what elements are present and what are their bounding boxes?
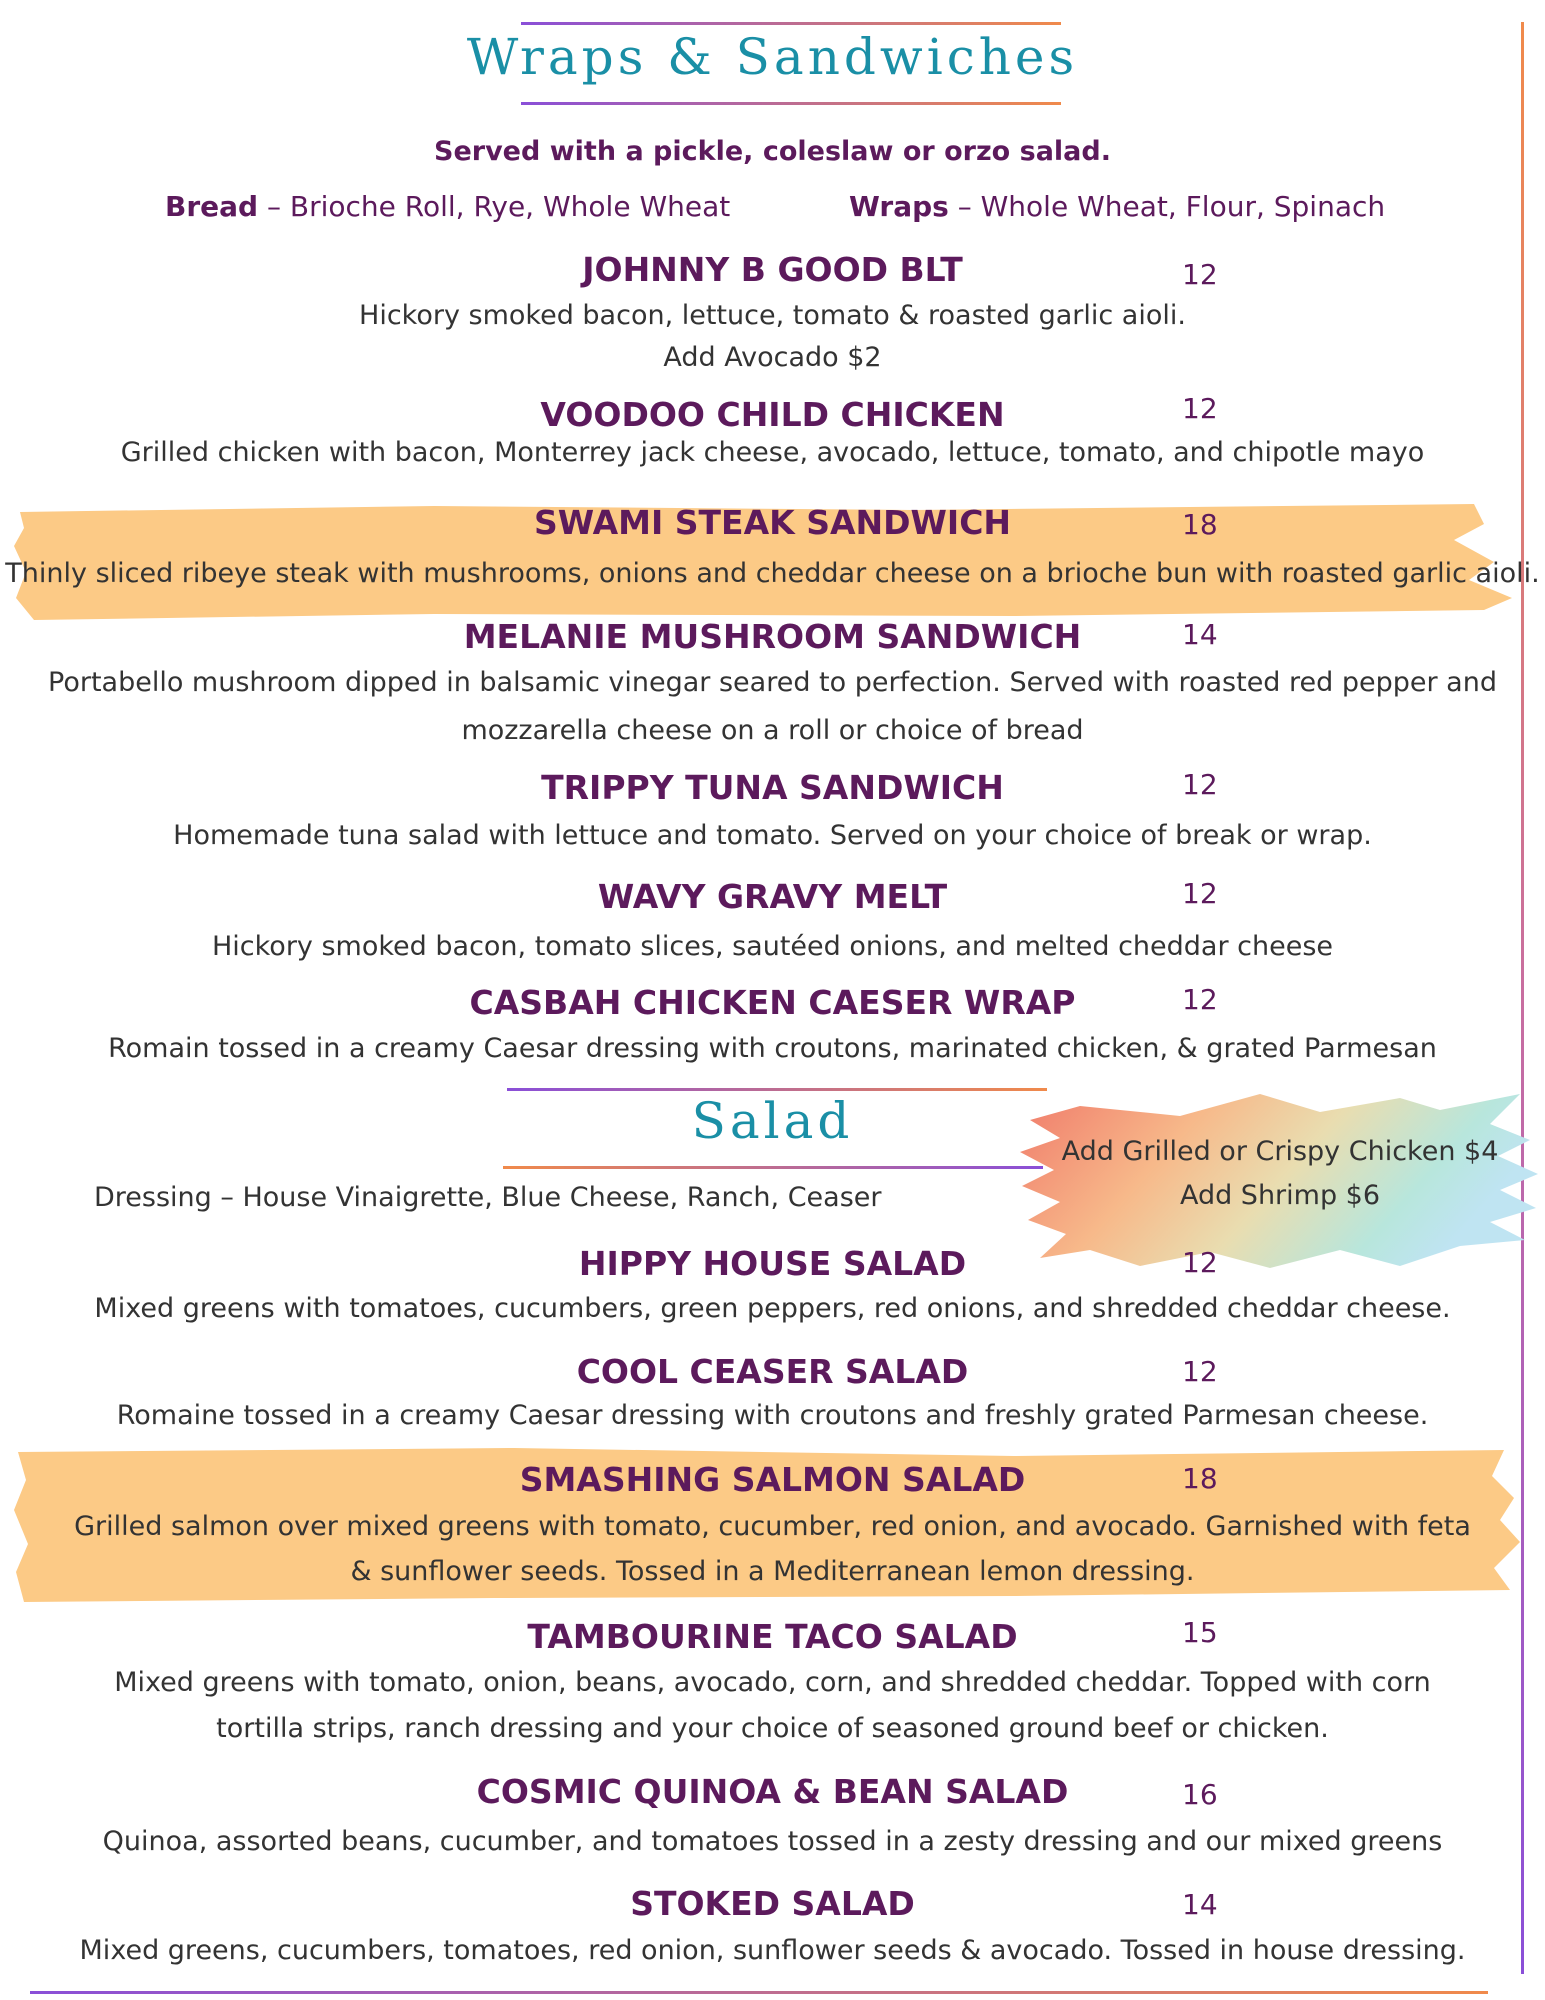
menu-item-name: MELANIE MUSHROOM SANDWICH: [463, 617, 1082, 656]
salad-rule-top: [507, 1088, 1047, 1091]
menu-item-name: WAVY GRAVY MELT: [597, 877, 948, 916]
menu-item-price: 15: [1182, 1616, 1218, 1649]
menu-item-price: 12: [1182, 392, 1218, 425]
menu-item-desc: Hickory smoked bacon, tomato slices, sautéed onions, and melted cheddar cheese: [211, 931, 1333, 962]
addon-chicken: Add Grilled or Crispy Chicken $4: [1061, 1136, 1499, 1167]
menu-item-desc: Homemade tuna salad with lettuce and tomato. Served on your choice of break or wrap.: [173, 820, 1372, 851]
menu-item-desc: Mixed greens, cucumbers, tomatoes, red onion, sunflower seeds & avocado. Tossed in house dressing.: [79, 1935, 1466, 1966]
menu-item-desc: Romain tossed in a creamy Caesar dressing with croutons, marinated chicken, & grated Parmesan: [108, 1033, 1437, 1064]
menu-item-price: 14: [1182, 1888, 1218, 1921]
menu-item-name: TAMBOURINE TACO SALAD: [527, 1617, 1018, 1656]
menu-item-desc: Romaine tossed in a creamy Caesar dressing with croutons and freshly grated Parmesan cheese.: [116, 1400, 1429, 1431]
menu-item-price: 12: [1182, 1246, 1218, 1279]
menu-item-desc: Grilled salmon over mixed greens with tomato, cucumber, red onion, and avocado. Garnished with feta: [74, 1511, 1471, 1542]
menu-item-name: JOHNNY B GOOD BLT: [582, 250, 963, 289]
wraps-options: – Whole Wheat, Flour, Spinach: [948, 190, 1386, 223]
menu-item-name: HIPPY HOUSE SALAD: [578, 1244, 967, 1283]
menu-item-price: 18: [1182, 1462, 1218, 1495]
menu-item-name: TRIPPY TUNA SANDWICH: [541, 768, 1004, 807]
menu-item-desc: Quinoa, assorted beans, cucumber, and tomatoes tossed in a zesty dressing and our mixed greens: [102, 1826, 1443, 1857]
bread-line: [165, 190, 730, 223]
menu-item-desc: Thinly sliced ribeye steak with mushrooms, onions and cheddar cheese on a brioche bun with roasted garlic aioli.: [5, 558, 1540, 589]
salad-rule-bottom: [503, 1166, 1043, 1169]
menu-item-desc: Mixed greens with tomato, onion, beans, avocado, corn, and shredded cheddar. Topped with corn: [114, 1667, 1431, 1698]
menu-item-price: 14: [1182, 618, 1218, 651]
menu-item-name: COOL CEASER SALAD: [576, 1352, 969, 1391]
menu-item-name: VOODOO CHILD CHICKEN: [540, 395, 1005, 434]
section-title-salad: Salad: [691, 1092, 854, 1150]
menu-item-desc-cont: tortilla strips, ranch dressing and your choice of seasoned ground beef or chicken.: [216, 1713, 1329, 1744]
menu-item-desc-cont: mozzarella cheese on a roll or choice of bread: [461, 715, 1084, 746]
menu-item-price: 12: [1182, 1355, 1218, 1388]
menu-item-desc: Portabello mushroom dipped in balsamic vinegar seared to perfection. Served with roasted red pepper and: [48, 667, 1497, 698]
bottom-border: [30, 1991, 1488, 1994]
menu-item-name: CASBAH CHICKEN CAESER WRAP: [469, 983, 1076, 1022]
bread-options: – Brioche Roll, Rye, Whole Wheat: [258, 190, 731, 223]
menu-item-name: SWAMI STEAK SANDWICH: [533, 503, 1012, 542]
wraps-label: Wraps: [849, 190, 949, 223]
dressing-options: Dressing – House Vinaigrette, Blue Cheese, Ranch, Ceaser: [94, 1182, 882, 1213]
menu-item-price: 12: [1182, 258, 1218, 291]
bread-label: Bread: [165, 190, 259, 223]
menu-item-name: SMASHING SALMON SALAD: [519, 1460, 1026, 1499]
menu-item-price: 12: [1182, 768, 1218, 801]
menu-item-desc: Grilled chicken with bacon, Monterrey jack cheese, avocado, lettuce, tomato, and chipotle mayo: [120, 437, 1425, 468]
wraps-line: [849, 190, 1385, 223]
title-rule-bottom: [521, 102, 1061, 105]
title-rule-top: [521, 22, 1061, 25]
menu-item-desc-cont: & sunflower seeds. Tossed in a Mediterranean lemon dressing.: [350, 1556, 1195, 1587]
menu-item-price: 12: [1182, 877, 1218, 910]
menu-item-name: STOKED SALAD: [630, 1884, 915, 1923]
menu-item-desc: Mixed greens with tomatoes, cucumbers, green peppers, red onions, and shredded cheddar cheese.: [94, 1293, 1451, 1324]
menu-item-name: COSMIC QUINOA & BEAN SALAD: [476, 1772, 1069, 1811]
menu-item-price: 18: [1182, 508, 1218, 541]
menu-item-price: 12: [1182, 983, 1218, 1016]
menu-item-price: 16: [1182, 1778, 1218, 1811]
menu-item-addon: Add Avocado $2: [663, 342, 882, 373]
served-note: Served with a pickle, coleslaw or orzo salad.: [434, 136, 1111, 167]
section-title-wraps: Wraps & Sandwiches: [466, 28, 1079, 86]
addon-shrimp: Add Shrimp $6: [1179, 1180, 1381, 1211]
menu-item-desc: Hickory smoked bacon, lettuce, tomato & roasted garlic aioli.: [359, 300, 1186, 331]
